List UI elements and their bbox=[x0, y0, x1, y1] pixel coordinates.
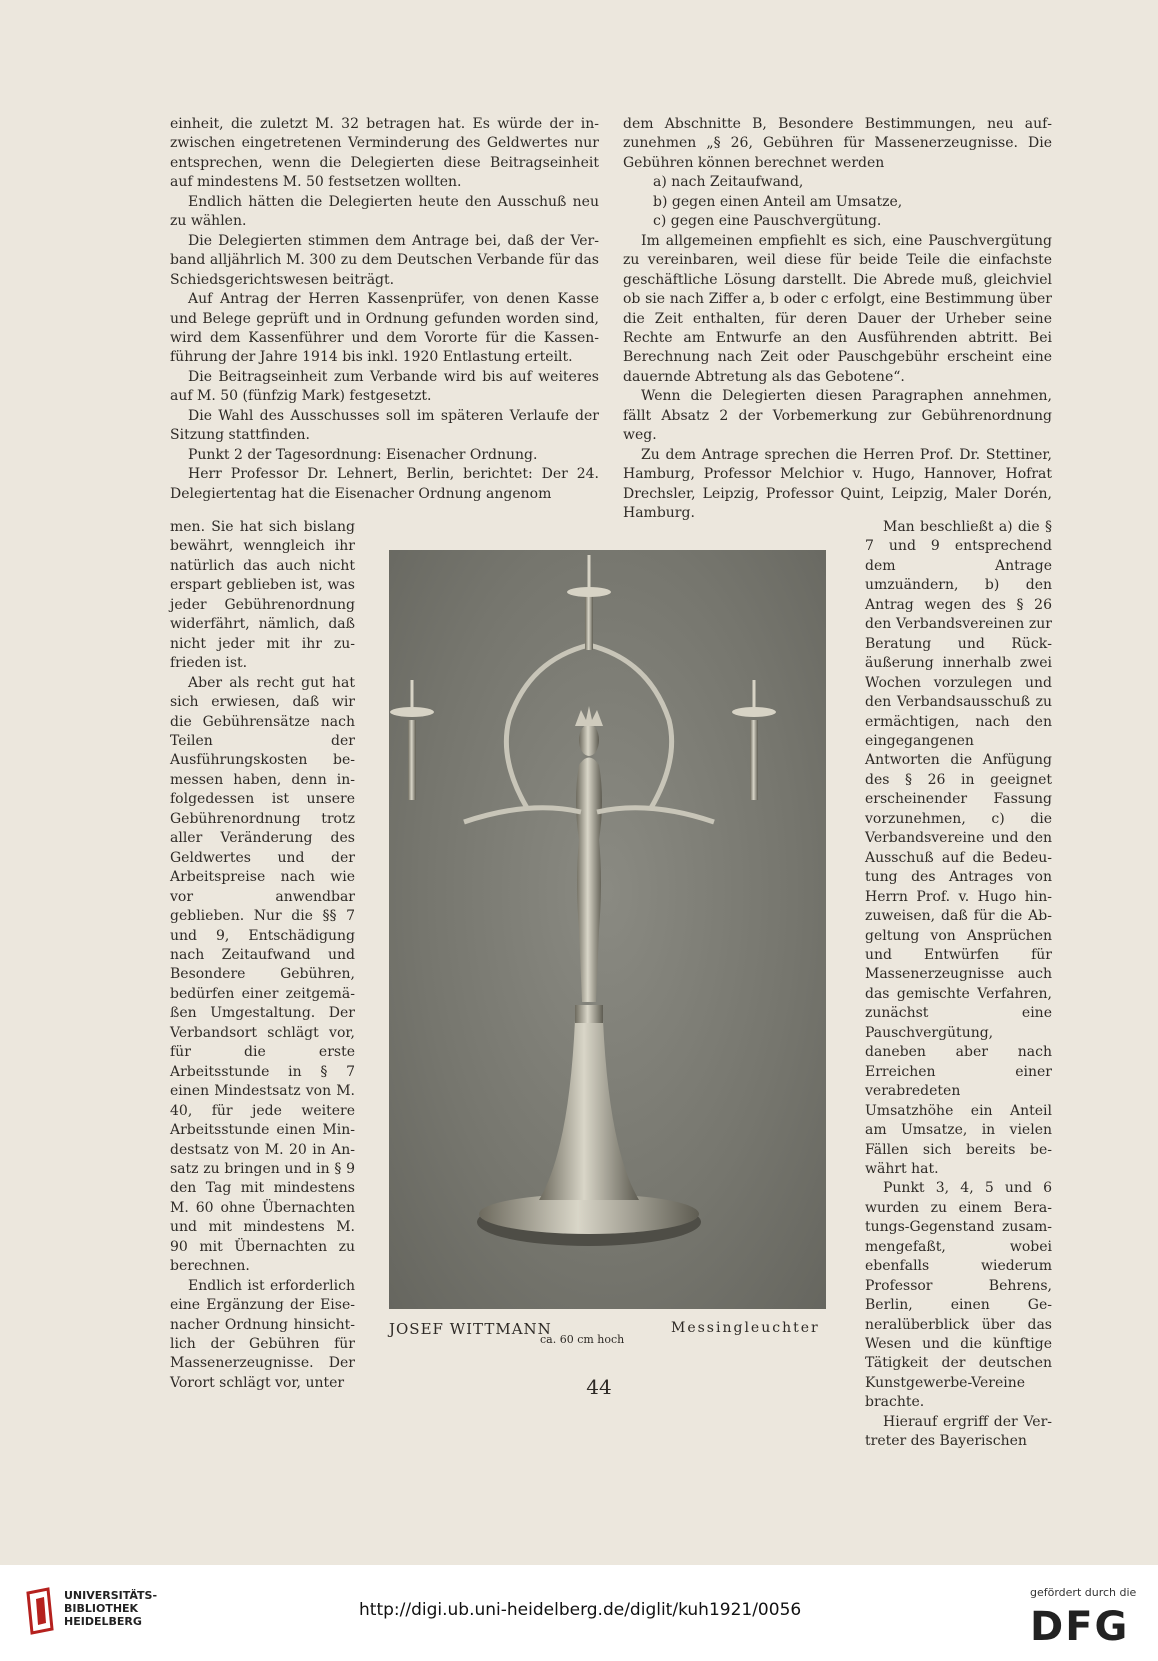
funding-label: gefördert durch die bbox=[1030, 1586, 1137, 1599]
library-name bbox=[64, 1589, 157, 1628]
paragraph: dem Abschnitte B, Besondere Bestimmungen, neu aufzunehmen „§ 26, Gebühren für Massenerzeugnisse. Die Gebühren können berechnet werden bbox=[623, 116, 1052, 171]
paragraph: Endlich ist erforderlich eine Ergänzung der Eisenacher Ordnung hinsichtlich der Gebühren für Massenerzeugnisse. Der Vorort schlägt vor, unter bbox=[170, 1277, 355, 1391]
caption-size: ca. 60 cm hoch bbox=[540, 1333, 625, 1346]
paragraph: Punkt 3, 4, 5 und 6 wurden zu einem Beratungs-Gegenstand zusammengefaßt, wobei ebenfalls wiederum Professor Behrens, Berlin, einen Generalüberblick über das Wesen und die künftige Tätigkeit der deutschen Kunstgewerbe-Vereine brachte. bbox=[865, 1180, 1052, 1411]
university-library-logo-icon bbox=[22, 1587, 56, 1635]
dfg-logo: DFG bbox=[1030, 1604, 1130, 1650]
library-name-line-3: HEIDELBERG bbox=[64, 1615, 142, 1628]
caption-artist: JOSEF WITTMANN bbox=[389, 1320, 552, 1338]
paragraph: Im allgemeinen empfiehlt es sich, eine Pauschvergütung zu vereinbaren, weil diese für beide Teile die einfachste geschäftliche Lösung darstellt. Die Abrede muß, gleichviel ob sie nach Ziffer a, b oder c erfolgt, eine Bestimmung über die Zeit enthalten, für deren Dauer der Urheber seine Rechte am Entwurfe an den Ausführenden abtritt. Bei Berechnung nach Zeit oder Pauschgebühr erscheint eine dauernde Abtretung als das Gebotene“. bbox=[623, 232, 1052, 385]
brass-candlestick-illustration bbox=[389, 550, 826, 1309]
paragraph: b) gegen einen Anteil am Umsatze, bbox=[653, 193, 903, 210]
paragraph: men. Sie hat sich bislang bewährt, wenngleich ihr natürlich das auch nicht erspart geblieben ist, was jeder Gebührenordnung widerfährt, nämlich, daß nicht jeder mit ihr zufrieden ist. bbox=[170, 519, 355, 672]
paragraph: a) nach Zeitaufwand, bbox=[653, 174, 804, 191]
paragraph: Die Wahl des Ausschusses soll im späteren Verlaufe der Sitzung stattfinden. bbox=[170, 407, 599, 444]
paragraph: Man beschließt a) die § 7 und 9 entsprechend dem Antrage umzuändern, b) den Antrag wegen des § 26 den Verbandsvereinen zur Beratung und Rückäußerung innerhalb zwei Wochen vorzulegen und den Verbandsausschuß zu ermächtigen, nach den eingegangenen Antworten die Anfügung des § 26 in geeignet erscheinender Fassung vorzunehmen, c) die Verbandsvereine und den Ausschuß auf die Bedeutung des Antrages von Herrn Prof. v. Hugo hinzuweisen, daß für die Abgeltung von Ansprüchen und Entwürfen für Massenerzeugnisse auch das gemischte Verfahren, zunächst eine Pauschvergütung, daneben aber nach Erreichen einer verabredeten Umsatzhöhe ein Anteil am Umsatze, in vielen Fällen sich bereits bewährt hat. bbox=[865, 519, 1052, 1177]
paragraph: einheit, die zuletzt M. 32 betragen hat. Es würde der inzwischen eingetretenen Verminderung des Geldwertes nur entsprechen, wenn die Delegierten diese Beitragseinheit auf mindestens M. 50 festsetzen wollten. bbox=[170, 116, 599, 191]
paragraph: Auf Antrag der Herren Kassenprüfer, von denen Kasse und Belege geprüft und in Ordnung gefunden worden sind, wird dem Kassenführer und dem Vororte für die Kassenführung der Jahre 1914 bis inkl. 1920 Entlastung erteilt. bbox=[170, 291, 599, 366]
paragraph: Die Delegierten stimmen dem Antrage bei, daß der Verband alljährlich M. 300 zu dem Deutschen Verbande für das Schiedsgerichtswesen beiträgt. bbox=[170, 232, 599, 288]
caption-title: Messingleuchter bbox=[671, 1320, 820, 1336]
paragraph: c) gegen eine Pauschvergütung. bbox=[653, 213, 882, 230]
left-column-narrow bbox=[170, 518, 355, 1393]
paragraph: Endlich hätten die Delegierten heute den Ausschuß neu zu wählen. bbox=[170, 193, 599, 230]
paragraph: Zu dem Antrage sprechen die Herren Prof. Dr. Stettiner, Hamburg, Professor Melchior v. Hugo, Hannover, Hofrat Drechsler, Leipzig, Professor Quint, Leipzig, Maler Dorén, Hamburg. bbox=[623, 446, 1052, 522]
paragraph: Wenn die Delegierten diesen Paragraphen annehmen, fällt Absatz 2 der Vorbemerkung zur Gebührenordnung weg. bbox=[623, 388, 1052, 444]
paragraph: Aber als recht gut hat sich erwiesen, daß wir die Gebührensätze nach Teilen der Ausführungskosten bemessen haben, denn infolgedessen ist unsere Gebührenordnung trotz aller Veränderung des Geldwertes und der Arbeitspreise nach wie vor anwendbar geblieben. Nur die §§ 7 und 9, Entschädigung nach Zeitaufwand und Besondere Gebühren, bedürfen einer zeitgemäßen Umgestaltung. Der Verbandsort schlägt vor, für die erste Arbeitsstunde in § 7 einen Mindestsatz von M. 40, für jede weitere Arbeitsstunde einen Mindestsatz von M. 20 in Ansatz zu bringen und in § 9 den Tag mit mindestens M. 60 ohne Übernachten und mit mindestens M. 90 mit Übernachten zu berechnen. bbox=[170, 674, 355, 1275]
paragraph: Hierauf ergriff der Vertreter des Bayerischen bbox=[865, 1413, 1052, 1450]
paragraph: Die Beitragseinheit zum Verbande wird bis auf weiteres auf M. 50 (fünfzig Mark) festgesetzt. bbox=[170, 368, 599, 405]
permalink-url[interactable]: http://digi.ub.uni-heidelberg.de/diglit/kuh1921/0056 bbox=[359, 1600, 802, 1620]
page-number: 44 bbox=[586, 1375, 612, 1399]
library-name-line-1: UNIVERSITÄTS- bbox=[64, 1589, 158, 1602]
right-column-top bbox=[623, 115, 1052, 524]
left-column-top bbox=[170, 115, 599, 504]
paragraph: Herr Professor Dr. Lehnert, Berlin, berichtet: Der 24. Delegiertentag hat die Eisenacher Ordnung angenom bbox=[170, 466, 599, 502]
right-column-narrow bbox=[865, 518, 1052, 1452]
candlestick-photograph bbox=[389, 550, 826, 1309]
library-name-line-2: BIBLIOTHEK bbox=[64, 1602, 139, 1615]
paragraph: Punkt 2 der Tagesordnung: Eisenacher Ordnung. bbox=[188, 446, 538, 463]
